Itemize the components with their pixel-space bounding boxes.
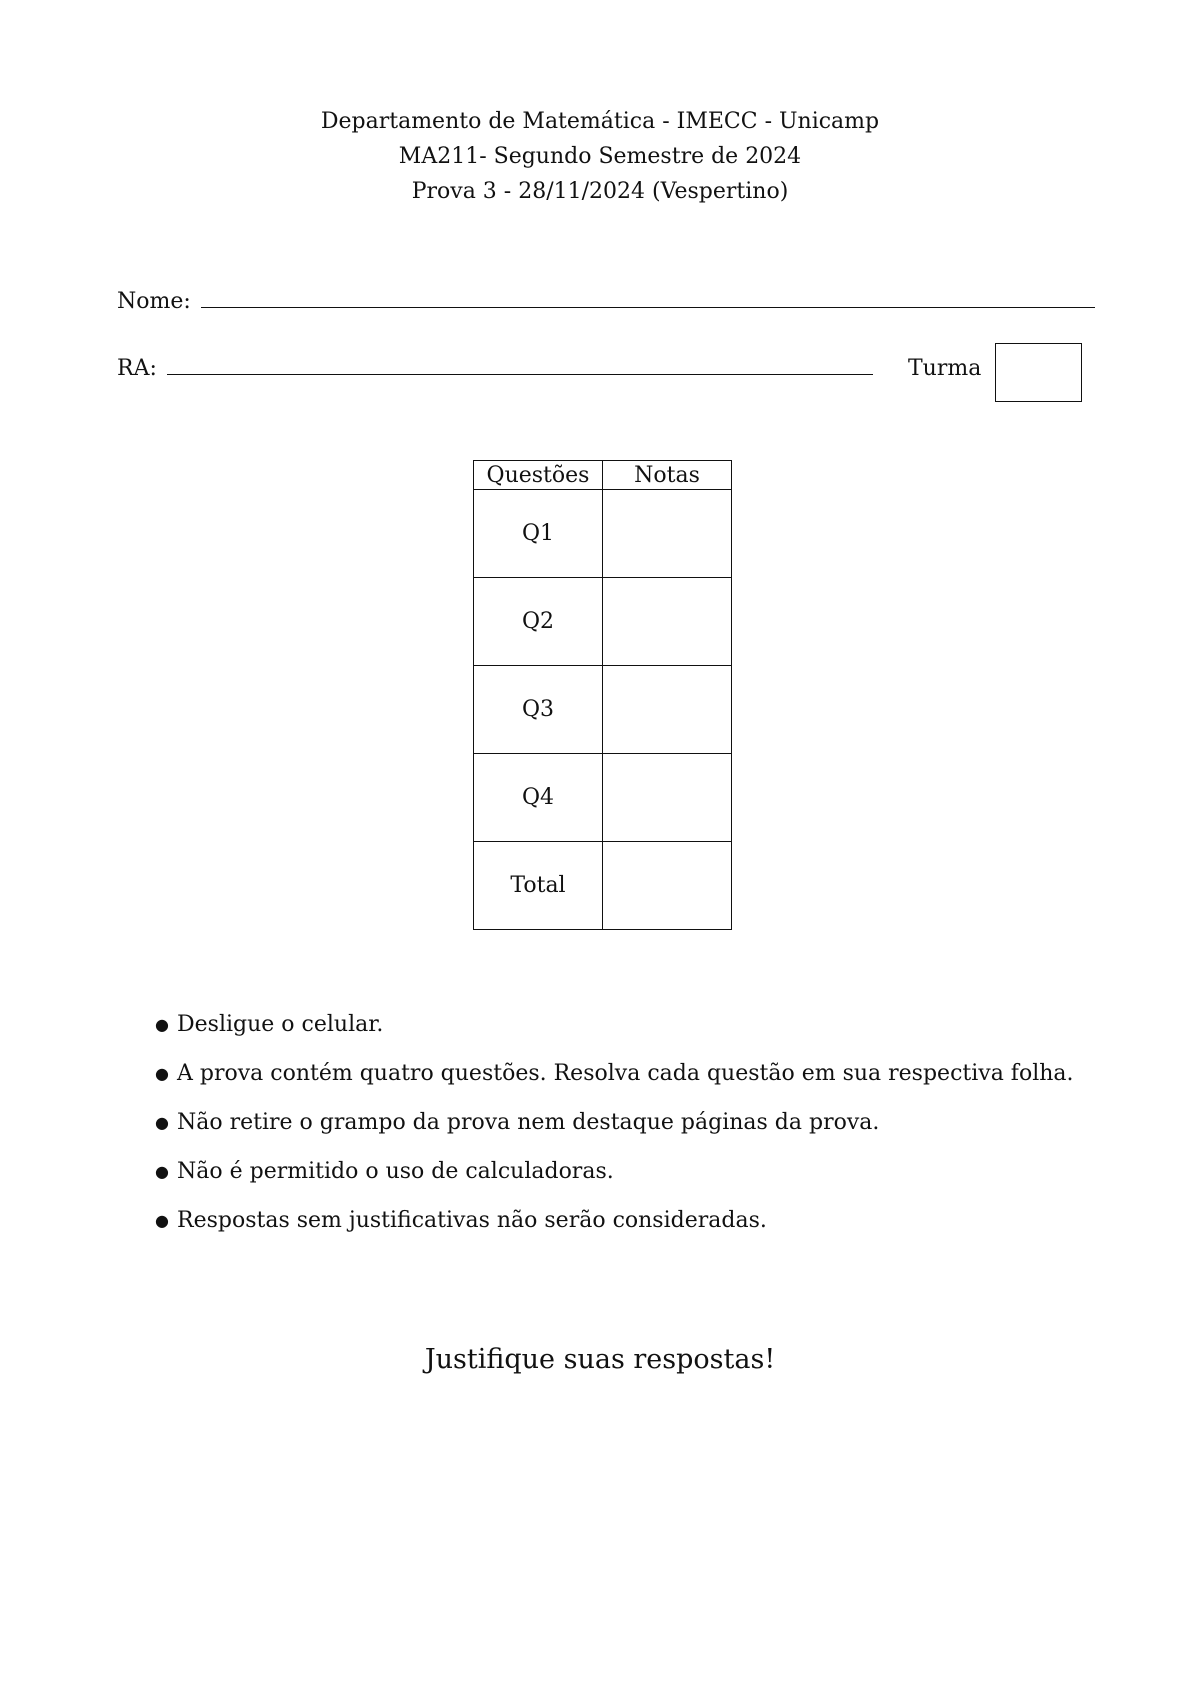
rule-text: A prova contém quatro questões. Resolva cada questão em sua respectiva folha.	[177, 1061, 1074, 1086]
rule-text: Desligue o celular.	[177, 1012, 384, 1037]
turma-box[interactable]	[995, 343, 1082, 402]
bullet-icon: ●	[155, 1064, 169, 1083]
closing-note: Justifique suas respostas!	[424, 1344, 776, 1375]
total-score-cell	[603, 842, 732, 930]
score-table	[473, 460, 732, 930]
bullet-icon: ●	[155, 1211, 169, 1230]
department-title: Departamento de Matemática - IMECC - Unicamp	[320, 109, 880, 134]
table-header-row	[474, 461, 732, 490]
list-item	[155, 1157, 1095, 1186]
list-item	[155, 1108, 1095, 1137]
score-cell	[603, 578, 732, 666]
list-item	[155, 1059, 1095, 1088]
ra-field[interactable]	[117, 356, 997, 381]
score-cell	[603, 754, 732, 842]
list-item	[155, 1206, 1095, 1235]
ra-label: RA:	[117, 356, 157, 381]
turma-label: Turma	[908, 356, 982, 381]
score-cell	[603, 666, 732, 754]
rule-text: Não retire o grampo da prova nem destaque páginas da prova.	[177, 1110, 880, 1135]
question-label: Q1	[474, 490, 603, 578]
bullet-icon: ●	[155, 1162, 169, 1181]
question-label: Q3	[474, 666, 603, 754]
question-label: Q2	[474, 578, 603, 666]
total-label: Total	[474, 842, 603, 930]
nome-line[interactable]	[201, 306, 1095, 308]
bullet-icon: ●	[155, 1113, 169, 1132]
nome-field[interactable]	[117, 289, 1095, 314]
table-row	[474, 842, 732, 930]
exam-header	[0, 104, 1200, 209]
rules-list	[155, 1010, 1095, 1255]
exam-title: Prova 3 - 28/11/2024 (Vespertino)	[411, 179, 789, 204]
table-row	[474, 666, 732, 754]
score-cell	[603, 490, 732, 578]
rule-text: Respostas sem justificativas não serão consideradas.	[177, 1208, 767, 1233]
bullet-icon: ●	[155, 1015, 169, 1034]
list-item	[155, 1010, 1095, 1039]
column-header-questoes: Questões	[474, 461, 603, 490]
table-row	[474, 578, 732, 666]
question-label: Q4	[474, 754, 603, 842]
ra-line[interactable]	[167, 373, 873, 375]
course-title: MA211- Segundo Semestre de 2024	[398, 144, 802, 169]
column-header-notas: Notas	[603, 461, 732, 490]
table-row	[474, 754, 732, 842]
nome-label: Nome:	[117, 289, 191, 314]
rule-text: Não é permitido o uso de calculadoras.	[177, 1159, 614, 1184]
table-row	[474, 490, 732, 578]
